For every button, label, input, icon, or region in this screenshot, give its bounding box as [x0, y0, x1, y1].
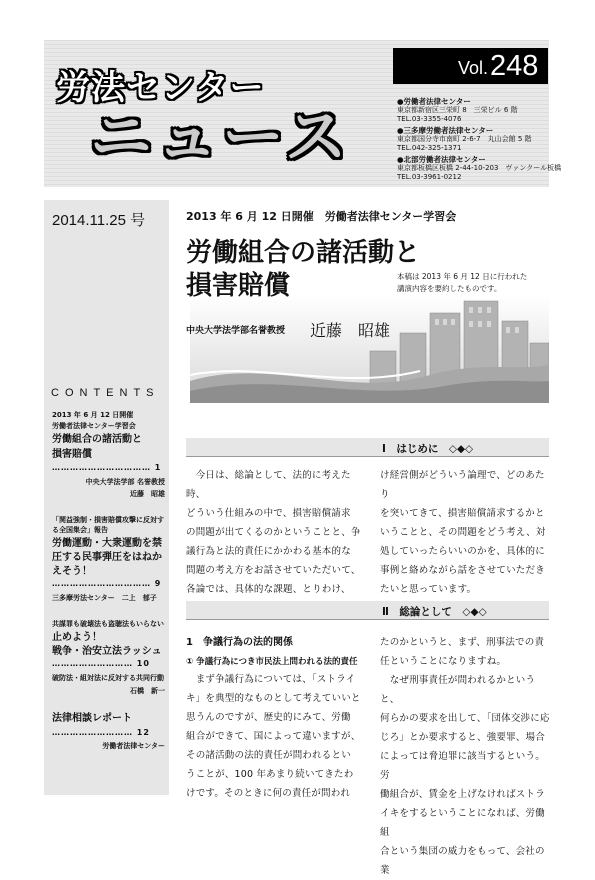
body-line: その諸活動の法的責任が問われるとい	[186, 750, 351, 761]
issue-date: 2014.11.25 号	[52, 212, 146, 229]
body-line: たのかというと、まず、刑事法での責	[380, 637, 545, 648]
office-name: ●北部労働者法律センター	[397, 155, 486, 164]
toc-kicker: 労働者法律センター学習会	[52, 422, 136, 430]
body-line: けです。そのときに何の責任が問われ	[186, 788, 351, 799]
toc-author: 中央大学法学部 名誉教授	[85, 478, 165, 486]
toc-author: 三多摩労法センター 二上 郁子	[52, 594, 157, 602]
office-address: 東京都国分寺市南町 2-6-7 丸山会館 5 階	[397, 135, 532, 143]
author-affiliation: 中央大学法学部名誉教授	[186, 326, 286, 336]
subsection-heading: 1 争議行為の法的関係	[186, 637, 293, 648]
office-tel: TEL.03-3355-4076	[397, 115, 462, 123]
body-line: たいと思っています。	[380, 584, 477, 595]
section-heading-bar	[186, 438, 549, 457]
body-line: 何らかの要求を出して、「団体交渉に応	[380, 713, 550, 724]
toc-title[interactable]: 労働組合の諸活動と	[52, 434, 142, 445]
body-line: 議行為と法的責任にかかわる基本的な	[186, 546, 351, 557]
body-line: を突いてきて、損害賠償請求するかと	[380, 508, 545, 519]
volume-label: Vol.	[458, 58, 489, 78]
toc-kicker: 2013 年 6 月 12 日開催	[52, 411, 134, 419]
body-line: の問題が出てくるのかということと、争	[186, 527, 361, 538]
article-title: 損害賠償	[186, 271, 291, 301]
office-block	[397, 155, 561, 182]
body-line: まず争議行為については、「ストライ	[186, 674, 356, 685]
body-line: 働組合が、賃金を上げなければストラ	[380, 789, 545, 800]
toc-title[interactable]: 止めよう！	[52, 632, 102, 643]
office-tel: TEL.042-325-1371	[397, 144, 462, 152]
body-line: どういう仕組みの中で、損害賠償請求	[186, 508, 351, 519]
note-line: 講演内容を要約したものです。	[397, 284, 502, 293]
body-line: け経営側がどういう論理で、どのあたり	[380, 470, 545, 500]
city-illustration	[190, 295, 549, 403]
body-line: なぜ刑事責任が問われるかというと、	[380, 675, 536, 705]
office-name: ●労働者法律センター	[397, 97, 471, 106]
body-column	[380, 633, 550, 880]
toc-author: 労働者法律センター	[102, 742, 165, 750]
toc-page-leader: …………………………… 1	[52, 463, 162, 472]
section-heading: Ⅱ 総論として ◇◆◇	[382, 606, 487, 618]
event-line: 2013 年 6 月 12 日開催 労働者法律センター学習会	[186, 210, 457, 223]
office-name: ●三多摩労働者法律センター	[397, 126, 494, 135]
body-line: キ」を典型的なものとして考えていいと	[186, 693, 361, 704]
toc-title[interactable]: 労働運動・大衆運動を禁	[52, 538, 162, 549]
body-line: じろ」とか要求すると、強要罪、場合	[380, 732, 545, 743]
toc-title[interactable]: 戦争・治安立法ラッシュ	[52, 646, 162, 657]
body-line: いうことと、その問題をどう考え、対	[380, 527, 546, 538]
section-heading: Ⅰ はじめに ◇◆◇	[382, 443, 474, 455]
section-heading-bar	[186, 601, 549, 620]
toc-kicker: 「関益強制・損害賠償攻撃に反対する全国集会」報告	[52, 516, 164, 534]
toc-page-leader: …………………………… 9	[52, 579, 162, 588]
article-title: 労働組合の諸活動と	[186, 238, 421, 268]
body-line: 今日は、総論として、法的に考えた時、	[186, 470, 351, 500]
toc-title[interactable]: 圧する民事弾圧をはねか	[52, 552, 162, 563]
body-column	[186, 670, 366, 803]
toc-page-leader: ……………………… 12	[52, 728, 150, 737]
toc-author: 石橋 新一	[130, 687, 165, 695]
office-tel: TEL.03-3961-0212	[397, 173, 462, 181]
toc-title[interactable]: えそう！	[52, 566, 92, 577]
office-address: 東京都新宿区三栄町 8 三栄ビル 6 階	[397, 106, 518, 114]
body-line: 処していったらいいのかを、具体的に	[380, 546, 545, 557]
body-line: イキをするということになれば、労働組	[380, 808, 545, 838]
body-line: 各論では、具体的な課題、とりわけ、	[186, 584, 351, 595]
toc-author: 破防法・組対法に反対する共同行動	[52, 674, 164, 682]
body-line: 任ということになりますね。	[380, 656, 507, 667]
body-line: 組合ができて、国によって違いますが、	[186, 731, 361, 742]
office-block	[397, 126, 532, 153]
toc-kicker: 共謀罪も破壊法も盗聴法もいらない	[52, 620, 164, 628]
body-line: 合という集団の威力をもって、会社の業	[380, 846, 545, 876]
toc-page-leader: ……………………… 10	[52, 659, 150, 668]
article-note	[397, 271, 527, 295]
body-line: うことが、100 年あまり続いてきたわ	[186, 769, 354, 780]
body-line: 問題の考え方をお話させていただいて、	[186, 565, 361, 576]
toc-title[interactable]: 損害賠償	[52, 449, 92, 460]
toc-author: 近藤 昭雄	[130, 490, 165, 498]
body-line: 思うんのですが、歴史的にみて、労働	[186, 712, 351, 723]
toc-title[interactable]: 法律相談レポート	[52, 713, 132, 724]
note-line: 本稿は 2013 年 6 月 12 日に行われた	[397, 272, 528, 281]
volume-number: 248	[490, 50, 539, 82]
subsubsection-heading: ① 争議行為につき市民法上問われる法的責任	[186, 657, 358, 667]
body-line: 事例と絡めながら話をさせていただき	[380, 565, 545, 576]
body-line: によっては脅迫罪に該当するという。労	[380, 751, 545, 781]
logo-top-text: 労法センター	[56, 68, 265, 108]
office-address: 東京都板橋区板橋 2-44-10-203 ヴァンクール板橋	[397, 164, 562, 172]
author-name: 近藤 昭雄	[310, 321, 391, 340]
body-column	[380, 466, 550, 599]
office-block	[397, 97, 518, 124]
body-column	[186, 466, 366, 618]
contents-heading: CONTENTS	[51, 387, 160, 399]
logo-bottom-text: ニュース	[90, 100, 351, 173]
